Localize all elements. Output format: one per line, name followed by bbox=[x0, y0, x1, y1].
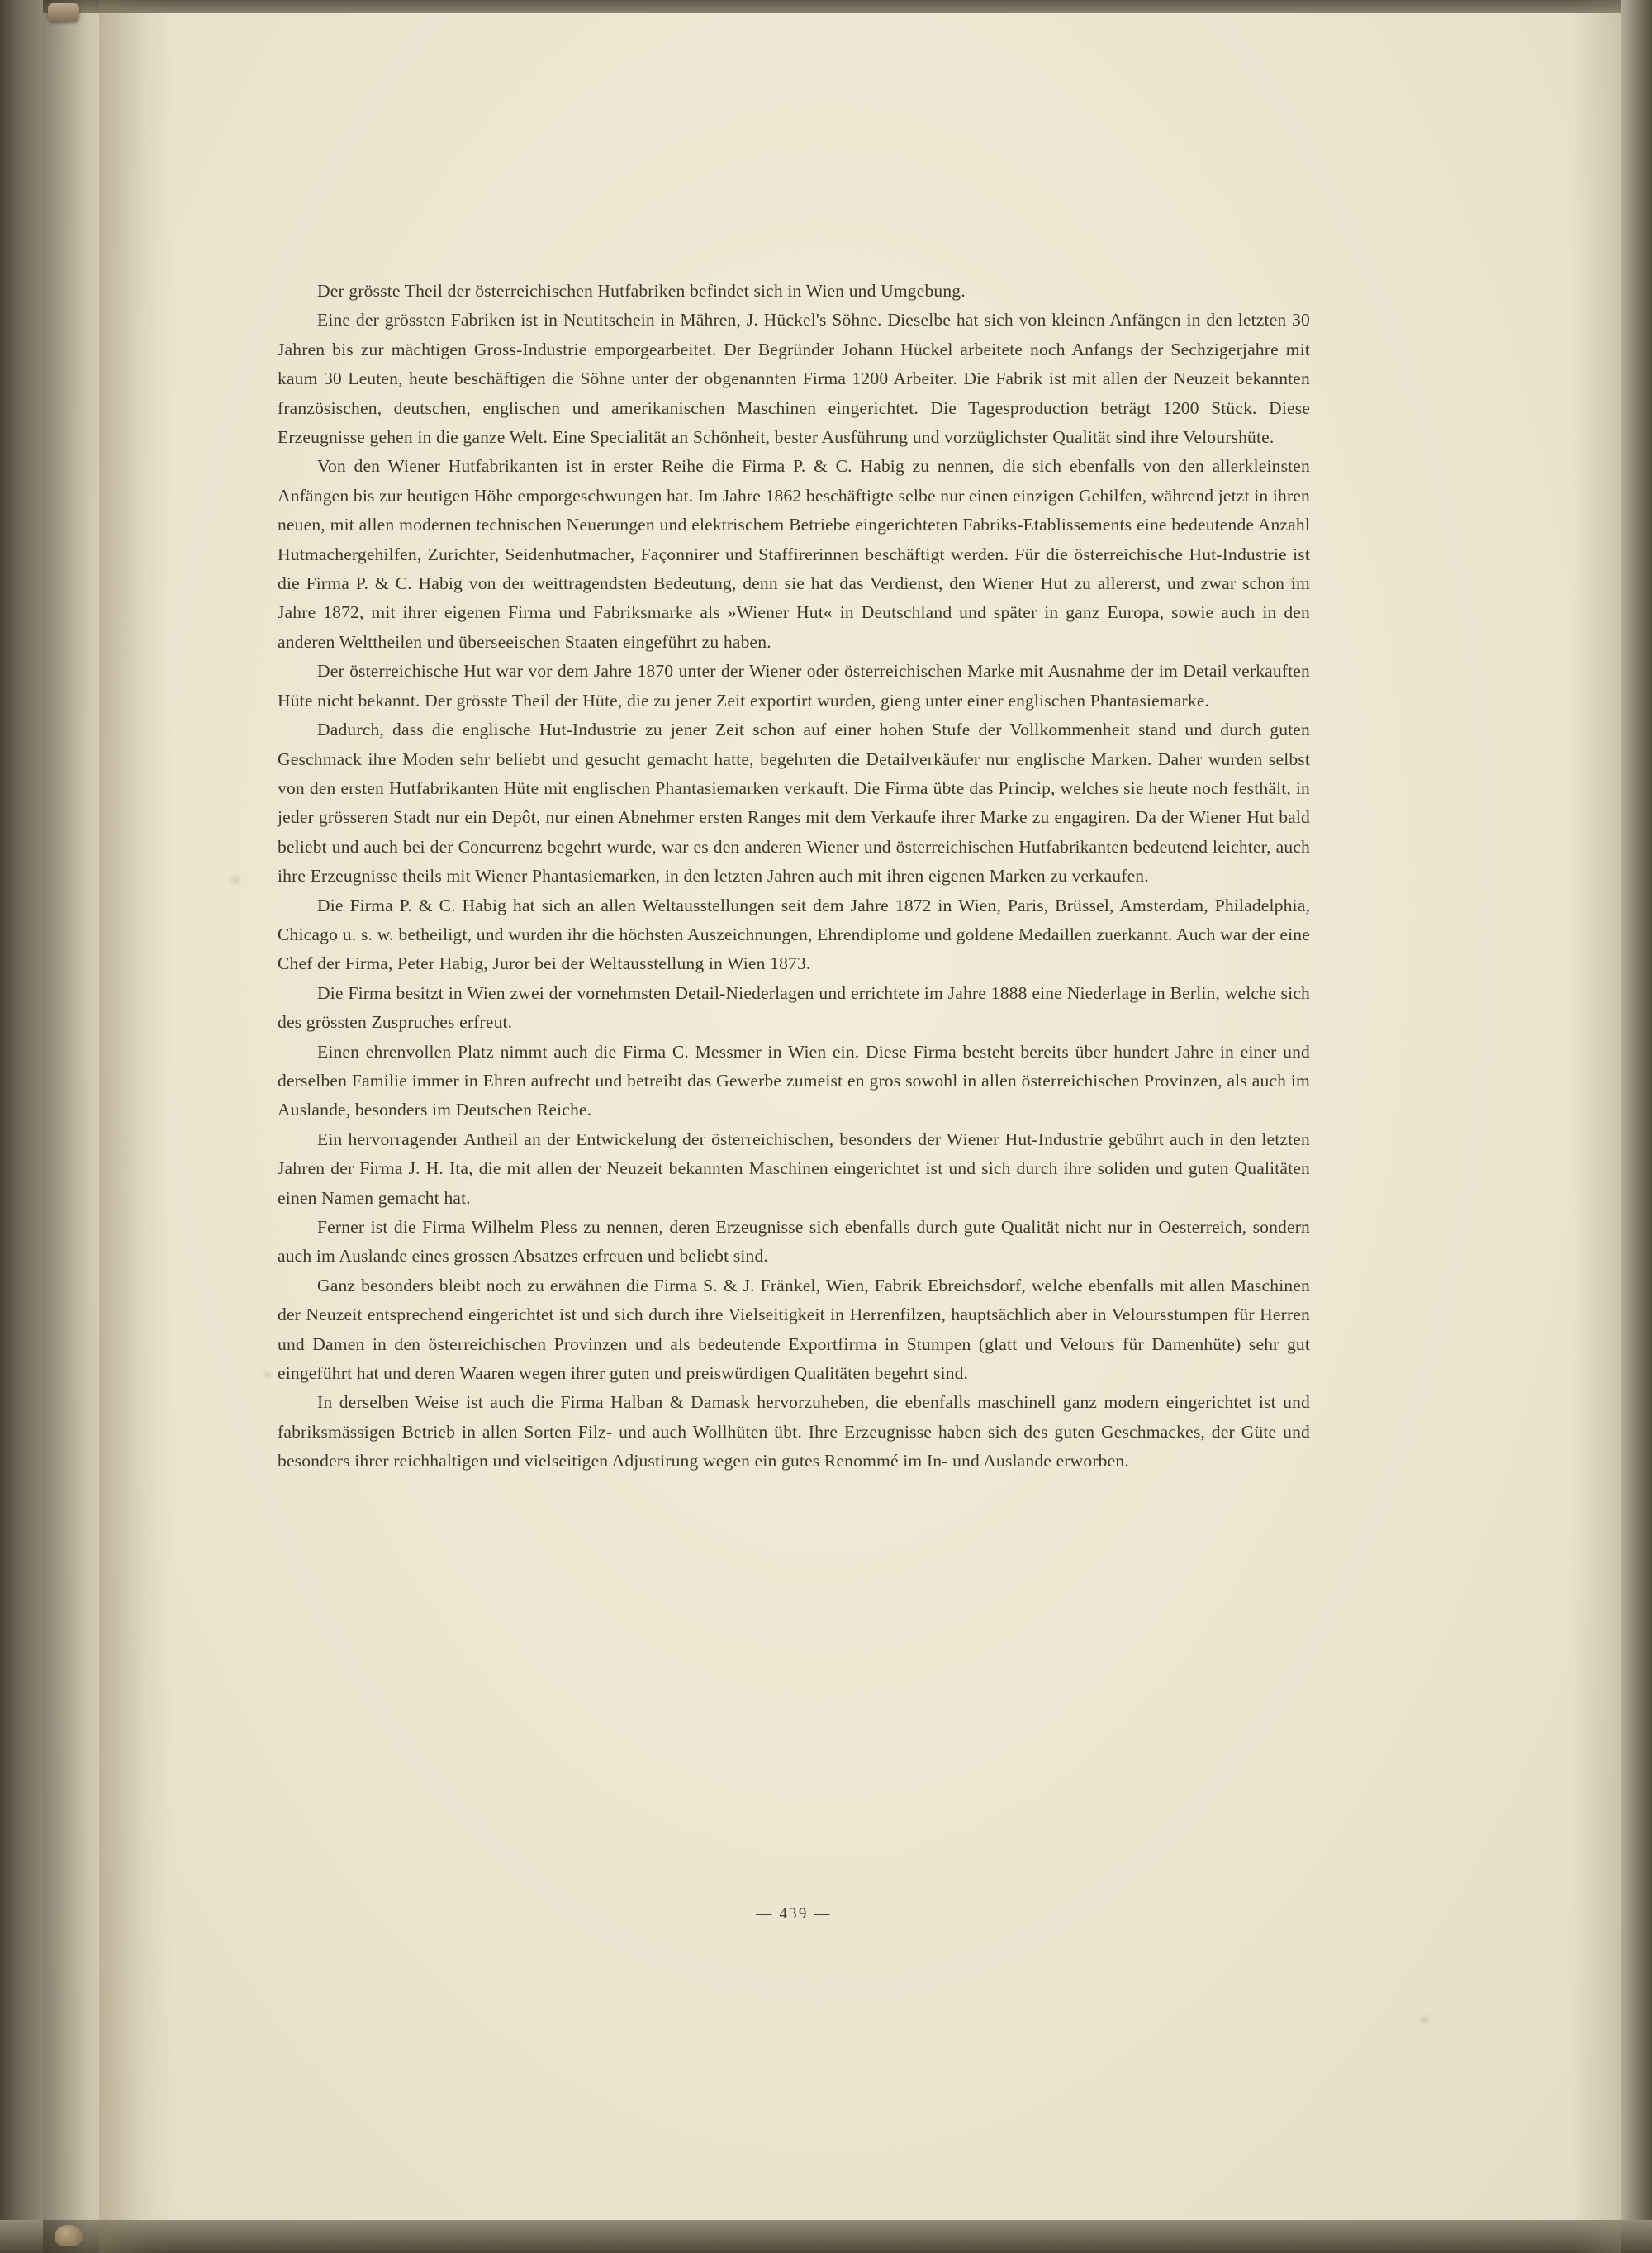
page-edge-shadow bbox=[1571, 0, 1621, 2253]
paragraph: Einen ehrenvollen Platz nimmt auch die Firma C. Messmer in Wien ein. Diese Firma besteht bereits über hundert Jahre in einer und derselben Familie immer in Ehren aufrecht und betreibt das Gewerbe zumeist en gros sowohl in allen österreichischen Provinzen, als auch im Auslande, besonders im Deutschen Reiche. bbox=[278, 1041, 1310, 1120]
paragraph: Der österreichische Hut war vor dem Jahre 1870 unter der Wiener oder österreichischen Marke mit Ausnahme der im Detail verkauften Hüte nicht bekannt. Der grösste Theil der Hüte, die zu jener Zeit exportirt wurden, gieng unter einer englischen Phantasiemarke. bbox=[278, 661, 1310, 711]
scanner-bed-bottom bbox=[0, 2220, 1652, 2253]
scanner-bed-top bbox=[0, 0, 1652, 13]
paragraph: Ferner ist die Firma Wilhelm Pless zu nennen, deren Erzeugnisse sich ebenfalls durch gute Qualität nicht nur in Oesterreich, sondern auch im Auslande eines grossen Absatzes erfreuen und beliebt sind. bbox=[278, 1217, 1310, 1267]
paragraph: In derselben Weise ist auch die Firma Halban & Damask hervorzuheben, die ebenfalls maschinell ganz modern eingerichtet ist und fabriksmässigen Betrieb in allen Sorten Filz- und auch Wollhüten übt. Ihre Erzeugnisse haben sich des guten Geschmackes, der Güte und besonders ihrer reichhaltigen und vielseitigen Adjustirung wegen ein gutes Renommé im In- und Auslande erworben. bbox=[278, 1392, 1310, 1471]
paper-blemish bbox=[231, 876, 240, 884]
paragraph: Die Firma P. & C. Habig hat sich an allen Weltausstellungen seit dem Jahre 1872 in Wien, Paris, Brüssel, Amsterdam, Philadelphia, Chicago u. s. w. betheiligt, und wurden ihr die höchsten Auszeichnungen, Ehrendiplome und goldene Medaillen zuerkannt. Auch war der eine Chef der Firma, Peter Habig, Juror bei der Weltausstellung in Wien 1873. bbox=[278, 895, 1310, 974]
paragraph: Dadurch, dass die englische Hut-Industrie zu jener Zeit schon auf einer hohen Stufe der Vollkommenheit stand und durch guten Geschmack ihre Moden sehr beliebt und gesucht gemacht hatte, begehrten die Detailverkäufer nur englische Marken. Daher wurden selbst von den ersten Hutfabrikanten Hüte mit englischen Phantasiemarken verkauft. Die Firma übte das Princip, welches sie heute noch festhält, in jeder grösseren Stadt nur ein Depôt, nur einen Abnehmer ersten Ranges mit dem Verkaufe ihrer Marke zu engagiren. Da der Wiener Hut bald beliebt und auch bei der Concurrenz begehrt wurde, war es den anderen Wiener und österreichischen Hutfabrikanten bedeutend leichter, auch ihre Erzeugnisse theils mit Wiener Phantasiemarken, in den letzten Jahren auch mit ihren eigenen Marken zu verkaufen. bbox=[278, 720, 1310, 886]
paragraph: Die Firma besitzt in Wien zwei der vornehmsten Detail-Niederlagen und errichtete im Jahre 1888 eine Niederlage in Berlin, welche sich des grössten Zuspruches erfreut. bbox=[278, 982, 1310, 1033]
binding-clip-top bbox=[48, 3, 79, 21]
scanner-bed-right bbox=[1621, 0, 1652, 2253]
page-number: — 439 — bbox=[756, 1905, 832, 1923]
paper-blemish bbox=[1421, 2016, 1428, 2023]
paragraph: Eine der grössten Fabriken ist in Neutitschein in Mähren, J. Hückel's Söhne. Dieselbe hat sich von kleinen Anfängen in den letzten 30 Jahren bis zur mächtigen Gross-Industrie emporgearbeitet. Der Begründer Johann Hückel arbeitete noch Anfangs der Sechzigerjahre mit kaum 30 Leuten, heute beschäftigen die Söhne unter der obgenannten Firma 1200 Arbeiter. Die Fabrik ist mit allen der Neuzeit bekannten französischen, deutschen, englischen und amerikanischen Maschinen eingerichtet. Die Tagesproduction beträgt 1200 Stück. Diese Erzeugnisse gehen in die ganze Welt. Eine Specialität an Schönheit, bester Ausführung und vorzüglichster Qualität sind ihre Velourshüte. bbox=[278, 310, 1310, 448]
paper-blemish bbox=[264, 1371, 271, 1378]
paragraph: Von den Wiener Hutfabrikanten ist in erster Reihe die Firma P. & C. Habig zu nennen, die sich ebenfalls von den allerkleinsten Anfängen bis zur heutigen Höhe emporgeschwungen hat. Im Jahre 1862 beschäftigte selbe nur einen einzigen Gehilfen, während jetzt in ihren neuen, mit allen modernen technischen Neuerungen und elektrischem Betriebe eingerichteten Fabriks-Etablissements eine bedeutende Anzahl Hutmachergehilfen, Zurichter, Seidenhutmacher, Façonnirer und Staffirerinnen beschäftigt werden. Für die österreichische Hut-Industrie ist die Firma P. & C. Habig von der weittragendsten Bedeutung, denn sie hat das Verdienst, den Wiener Hut zu allererst, und zwar schon im Jahre 1872, mit ihrer eigenen Firma und Fabriksmarke als »Wiener Hut« in Deutschland und später in ganz Europa, sowie auch in den anderen Welttheilen und überseeischen Staaten eingeführt zu haben. bbox=[278, 456, 1310, 652]
book-gutter-shadow-soft bbox=[99, 0, 173, 2253]
paragraph: Ganz besonders bleibt noch zu erwähnen die Firma S. & J. Fränkel, Wien, Fabrik Ebreichsdorf, welche ebenfalls mit allen Maschinen der Neuzeit entsprechend eingerichtet ist und sich durch ihre Vielseitigkeit in Herrenfilzen, hauptsächlich aber in Veloursstumpen für Herren und Damen in den österreichischen Provinzen und als bedeutende Exportfirma in Stumpen (glatt und Velours für Damenhüte) sehr gut eingeführt hat und deren Waaren wegen ihrer guten und preiswürdigen Qualitäten begehrt sind. bbox=[278, 1275, 1310, 1384]
binding-clip-bottom bbox=[55, 2225, 83, 2246]
paragraph: Der grösste Theil der österreichischen Hutfabriken befindet sich in Wien und Umgebung. bbox=[317, 281, 966, 301]
paragraph: Ein hervorragender Antheil an der Entwickelung der österreichischen, besonders der Wiener Hut-Industrie gebührt auch in den letzten Jahren der Firma J. H. Ita, die mit allen der Neuzeit bekannten Maschinen eingerichtet ist und sich durch ihre soliden und guten Qualitäten einen Namen gemacht hat. bbox=[278, 1129, 1310, 1208]
scanner-bed-left bbox=[0, 0, 43, 2253]
page-body-text bbox=[278, 277, 1310, 1476]
